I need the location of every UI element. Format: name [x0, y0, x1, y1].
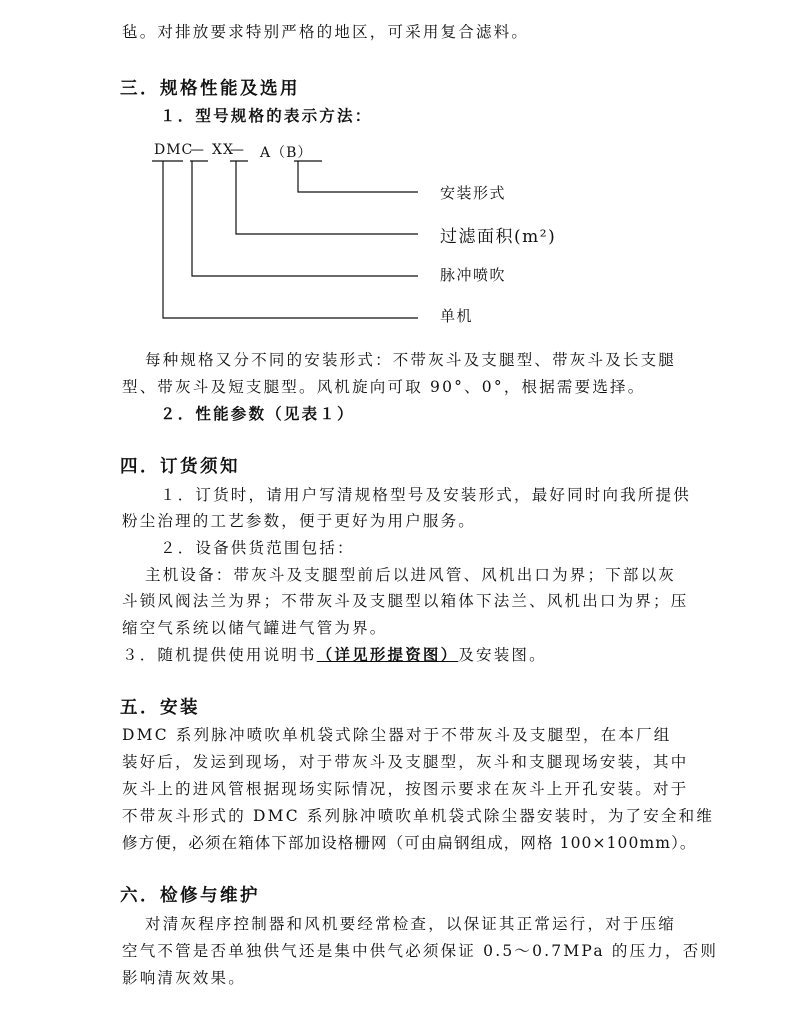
section-5-line-1: DMC 系列脉冲喷吹单机袋式除尘器对于不带灰斗及支腿型，在本厂组: [122, 726, 672, 744]
code-ab: A（B）: [260, 145, 313, 161]
section-3-heading: 三．规格性能及选用: [120, 79, 300, 99]
section-5-line-4: 不带灰斗形式的 DMC 系列脉冲喷吹单机袋式除尘器安装时，为了安全和维: [122, 807, 715, 825]
section-5-line-2: 装好后，发运到现场，对于带灰斗及支腿型，灰斗和支腿现场安装，其中: [122, 753, 689, 771]
manual-reference-link: （详见形提资图）: [316, 645, 459, 664]
connector-area: [236, 161, 418, 234]
section-3-item-1: １．型号规格的表示方法：: [160, 106, 373, 125]
section-4-line-6: 缩空气系统以储气罐进气管为界。: [122, 619, 388, 637]
section-4-heading: 四．订货须知: [120, 457, 240, 477]
code-dash-2: —: [230, 142, 245, 158]
manual-text: ３．随机提供使用说明书: [122, 646, 317, 664]
section-5-line-3: 灰斗上的进风管根据现场实际情况，按图示要求在灰斗上开孔安装。对于: [122, 780, 689, 798]
section-3-para-line-2: 型、带灰斗及短支腿型。风机旋向可取 90°、0°，根据需要选择。: [122, 378, 646, 396]
section-4-line-5: 斗锁风阀法兰为界；不带灰斗及支腿型以箱体下法兰、风机出口为界；压: [122, 592, 689, 610]
code-dmc: DMC: [154, 142, 194, 158]
section-6-line-3: 影响清灰效果。: [122, 969, 246, 987]
section-3-para-line-1: 每种规格又分不同的安装形式：不带灰斗及支腿型、带灰斗及长支腿: [145, 351, 677, 369]
connector-pulse: [192, 161, 418, 276]
section-6-line-1: 对清灰程序控制器和风机要经常检查，以保证其正常运行，对于压缩: [145, 915, 677, 933]
code-dash-1: —: [190, 142, 205, 158]
section-4-line-1: １．订货时，请用户写清规格型号及安装形式，最好同时向我所提供: [160, 486, 692, 504]
section-5-line-5: 修方便，必须在箱体下部加设格栅网（可由扁钢组成，网格 100×100mm）。: [122, 834, 697, 852]
connector-install: [298, 161, 418, 192]
section-6-line-2: 空气不管是否单独供气还是集中供气必须保证 0.5～0.7MPa 的压力，否则: [122, 942, 719, 960]
connector-single: [163, 161, 418, 318]
section-4-line-7: [122, 645, 547, 665]
code-xx: XX: [212, 142, 234, 158]
manual-text-end: 及安装图。: [458, 646, 547, 664]
section-4-line-3: ２．设备供货范围包括：: [160, 539, 355, 557]
section-4-line-4: 主机设备：带灰斗及支腿型前后以进风管、风机出口为界；下部以灰: [145, 566, 677, 584]
label-pulse-jet: 脉冲喷吹: [440, 266, 507, 284]
intro-continuation: 毡。对排放要求特别严格的地区，可采用复合滤料。: [122, 23, 530, 41]
section-5-heading: 五．安装: [120, 698, 200, 718]
label-install-form: 安装形式: [440, 184, 507, 202]
label-single-unit: 单机: [440, 307, 474, 325]
section-3-item-2: ２．性能参数（见表１）: [160, 404, 355, 423]
label-filter-area: 过滤面积(m²): [440, 227, 557, 247]
section-4-line-2: 粉尘治理的工艺参数，便于更好为用户服务。: [122, 512, 477, 530]
section-6-heading: 六．检修与维护: [120, 886, 260, 906]
